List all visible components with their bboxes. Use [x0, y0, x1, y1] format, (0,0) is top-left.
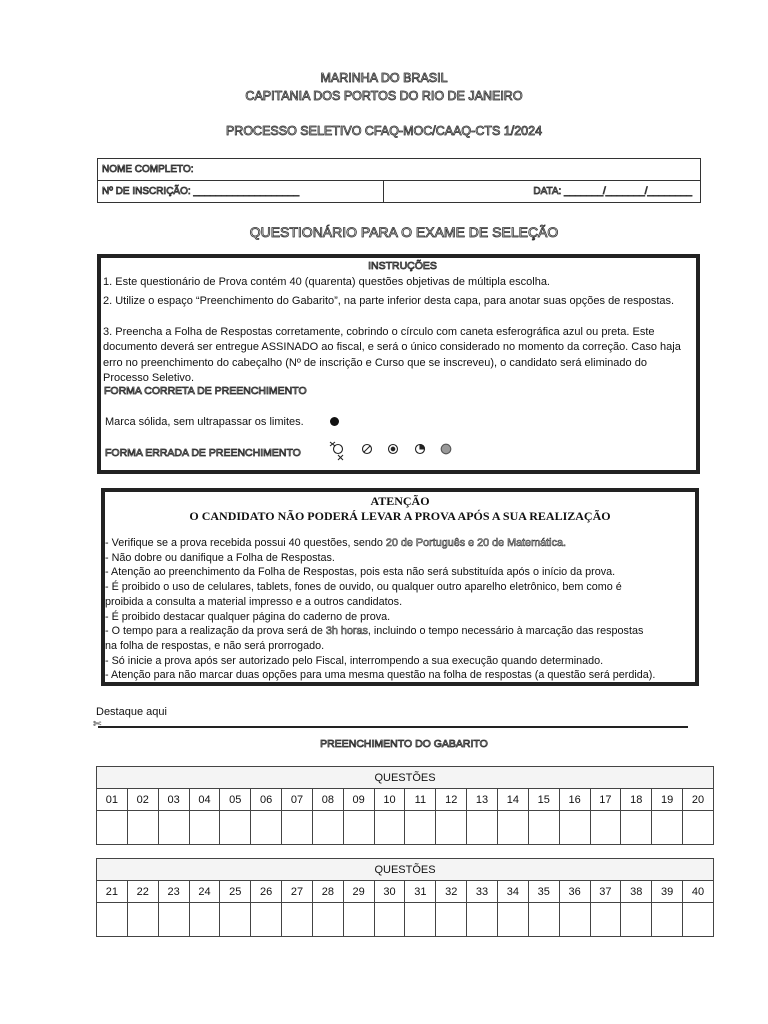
attention-item: proibida a consulta a material impresso e a outros candidatos.	[105, 595, 403, 608]
answer-cell[interactable]	[189, 903, 220, 937]
answer-cell[interactable]	[189, 811, 220, 845]
attention-subtitle: O CANDIDATO NÃO PODERÁ LEVAR A PROVA APÓS A SUA REALIZAÇÃO	[189, 509, 611, 523]
answer-cell[interactable]	[497, 903, 528, 937]
question-number-cell: 24	[189, 881, 220, 903]
answer-table-1	[96, 766, 714, 845]
question-number-cell: 40	[683, 881, 714, 903]
question-number-cell: 36	[559, 881, 590, 903]
question-number-cell: 06	[251, 789, 282, 811]
correct-form-title: FORMA CORRETA DE PREENCHIMENTO	[104, 385, 307, 397]
attention-item-highlight: 20 de Português e 20 de Matemática.	[385, 537, 566, 549]
answer-cell[interactable]	[683, 811, 714, 845]
attention-item: - Não dobre ou danifique a Folha de Respostas.	[105, 551, 335, 564]
question-number-cell: 23	[158, 881, 189, 903]
filled-bubble-icon	[330, 417, 339, 426]
question-number-cell: 13	[467, 789, 498, 811]
answer-cell[interactable]	[405, 811, 436, 845]
answer-cell[interactable]	[220, 903, 251, 937]
question-number-cell: 37	[590, 881, 621, 903]
answer-cell[interactable]	[436, 811, 467, 845]
answer-cell[interactable]	[127, 811, 158, 845]
attention-item: - Atenção ao preenchimento da Folha de Respostas, pois esta não será substituída após o início da prova.	[105, 566, 616, 579]
question-number-cell: 17	[590, 789, 621, 811]
attention-time-highlight: 3h horas	[325, 625, 368, 638]
detach-label: Destaque aqui	[96, 706, 167, 718]
x-mark-bubble-icon	[330, 442, 343, 460]
date-label: DATA: _______/_______/________	[533, 186, 692, 197]
question-number-cell: 32	[436, 881, 467, 903]
question-number-cell: 31	[405, 881, 436, 903]
registration-label: Nº DE INSCRIÇÃO: ___________________	[102, 186, 300, 197]
question-number-cell: 10	[374, 789, 405, 811]
answer-cell[interactable]	[343, 903, 374, 937]
answer-cell[interactable]	[652, 811, 683, 845]
answer-table-2	[96, 858, 714, 937]
light-bubble-icon	[441, 444, 451, 454]
answer-cell[interactable]	[467, 811, 498, 845]
answer-cell[interactable]	[282, 903, 313, 937]
attention-item: - É proibido destacar qualquer página do caderno de prova.	[105, 610, 391, 623]
answer-cell[interactable]	[590, 903, 621, 937]
header-line-1: MARINHA DO BRASIL	[320, 71, 448, 85]
header-line-2: CAPITANIA DOS PORTOS DO RIO DE JANEIRO	[245, 89, 523, 103]
identification-table	[97, 158, 701, 203]
question-number-cell: 20	[683, 789, 714, 811]
half-bubble-icon	[416, 445, 425, 454]
answer-cell[interactable]	[251, 903, 282, 937]
question-number-cell: 01	[97, 789, 128, 811]
question-number-cell: 33	[467, 881, 498, 903]
question-number-cell: 38	[621, 881, 652, 903]
answer-cell[interactable]	[251, 811, 282, 845]
header-line-3: PROCESSO SELETIVO CFAQ-MOC/CAAQ-CTS 1/2024	[225, 124, 543, 138]
attention-item: - Verifique se a prova recebida possui 40 questões, sendo 20 de Português e 20 de Matemática.	[105, 537, 566, 549]
question-number-cell: 04	[189, 789, 220, 811]
instructions-title: INSTRUÇÕES	[368, 260, 437, 272]
answer-cell[interactable]	[559, 903, 590, 937]
name-label: NOME COMPLETO:	[102, 164, 194, 175]
question-number-cell: 21	[97, 881, 128, 903]
question-number-cell: 28	[312, 881, 343, 903]
questionnaire-title: QUESTIONÁRIO PARA O EXAME DE SELEÇÃO	[249, 224, 559, 240]
question-number-cell: 02	[127, 789, 158, 811]
question-number-cell: 05	[220, 789, 251, 811]
answer-cell[interactable]	[405, 903, 436, 937]
answer-cell[interactable]	[97, 903, 128, 937]
question-number-cell: 19	[652, 789, 683, 811]
answer-cell[interactable]	[158, 811, 189, 845]
attention-item: - Só inicie a prova após ser autorizado pelo Fiscal, interrompendo a sua execução quando determinado.	[105, 654, 604, 667]
question-number-cell: 39	[652, 881, 683, 903]
question-number-cell: 16	[559, 789, 590, 811]
answer-cell[interactable]	[497, 811, 528, 845]
question-number-cell: 27	[282, 881, 313, 903]
answer-cell[interactable]	[467, 903, 498, 937]
question-number-cell: 25	[220, 881, 251, 903]
question-number-cell: 15	[528, 789, 559, 811]
answer-cell[interactable]	[97, 811, 128, 845]
answer-cell[interactable]	[312, 811, 343, 845]
question-number-cell: 11	[405, 789, 436, 811]
answer-key-title: PREENCHIMENTO DO GABARITO	[320, 738, 488, 750]
instruction-item-2: 2. Utilize o espaço “Preenchimento do Gabarito”, na parte inferior desta capa, para anotar suas opções de respostas.	[103, 295, 675, 307]
answer-cell[interactable]	[683, 903, 714, 937]
instructions-box	[97, 254, 700, 474]
answer-cell[interactable]	[621, 811, 652, 845]
question-number-cell: 35	[528, 881, 559, 903]
question-number-cell: 07	[282, 789, 313, 811]
slash-bubble-icon	[363, 445, 372, 454]
correct-form-text: Marca sólida, sem ultrapassar os limites.	[105, 416, 304, 428]
question-number-cell: 03	[158, 789, 189, 811]
answer-cell[interactable]	[528, 903, 559, 937]
instruction-item-1: 1. Este questionário de Prova contém 40 (quarenta) questões objetivas de múltipla escolha.	[103, 276, 550, 288]
question-number-cell: 14	[497, 789, 528, 811]
attention-box	[101, 488, 699, 686]
attention-title: ATENÇÃO	[370, 494, 430, 508]
answer-cell[interactable]	[528, 811, 559, 845]
attention-item: - O tempo para a realização da prova será de 3h horas, incluindo o tempo necessário à marcação das respostas	[105, 625, 644, 638]
attention-item: - É proibido o uso de celulares, tablets, fones de ouvido, ou qualquer outro aparelho eletrônico, bem como é	[105, 581, 622, 594]
question-number-cell: 12	[436, 789, 467, 811]
answer-cell[interactable]	[343, 811, 374, 845]
attention-list	[105, 536, 703, 683]
attention-item: na folha de respostas, e não será prorrogado.	[105, 639, 325, 652]
answer-cell[interactable]	[158, 903, 189, 937]
question-number-cell: 30	[374, 881, 405, 903]
scissors-icon: ✄	[93, 719, 102, 730]
dot-bubble-icon	[389, 445, 398, 454]
question-number-cell: 22	[127, 881, 158, 903]
detach-line	[98, 726, 688, 728]
wrong-marks-icon	[326, 438, 456, 464]
question-number-cell: 18	[621, 789, 652, 811]
instruction-item-3: 3. Preencha a Folha de Respostas corretamente, cobrindo o círculo com caneta esferográfica azul ou preta. Este documento deverá ser entregue ASSINADO ao fiscal, e será o único considerado no momento da correção. Caso haja erro no preenchimento do cabeçalho (Nº de inscrição e Curso que se inscreveu), o candidato será eliminado do Processo Seletivo.	[103, 326, 681, 384]
answer-table-header: QUESTÕES	[97, 859, 714, 881]
answer-cell[interactable]	[312, 903, 343, 937]
answer-cell[interactable]	[559, 811, 590, 845]
date-field[interactable]	[384, 181, 701, 203]
question-number-cell: 26	[251, 881, 282, 903]
answer-cell[interactable]	[590, 811, 621, 845]
answer-cell[interactable]	[282, 811, 313, 845]
answer-cell[interactable]	[374, 903, 405, 937]
attention-item: - Atenção para não marcar duas opções para uma mesma questão na folha de respostas (a questão será perdida).	[105, 669, 656, 682]
question-number-cell: 34	[497, 881, 528, 903]
answer-cell[interactable]	[621, 903, 652, 937]
question-number-cell: 09	[343, 789, 374, 811]
registration-field[interactable]	[98, 181, 384, 203]
answer-cell[interactable]	[652, 903, 683, 937]
answer-cell[interactable]	[374, 811, 405, 845]
name-field[interactable]	[98, 159, 701, 181]
wrong-form-title: FORMA ERRADA DE PREENCHIMENTO	[105, 447, 301, 459]
answer-cell[interactable]	[220, 811, 251, 845]
answer-cell[interactable]	[436, 903, 467, 937]
answer-cell[interactable]	[127, 903, 158, 937]
question-number-cell: 08	[312, 789, 343, 811]
question-number-cell: 29	[343, 881, 374, 903]
answer-table-header: QUESTÕES	[97, 767, 714, 789]
